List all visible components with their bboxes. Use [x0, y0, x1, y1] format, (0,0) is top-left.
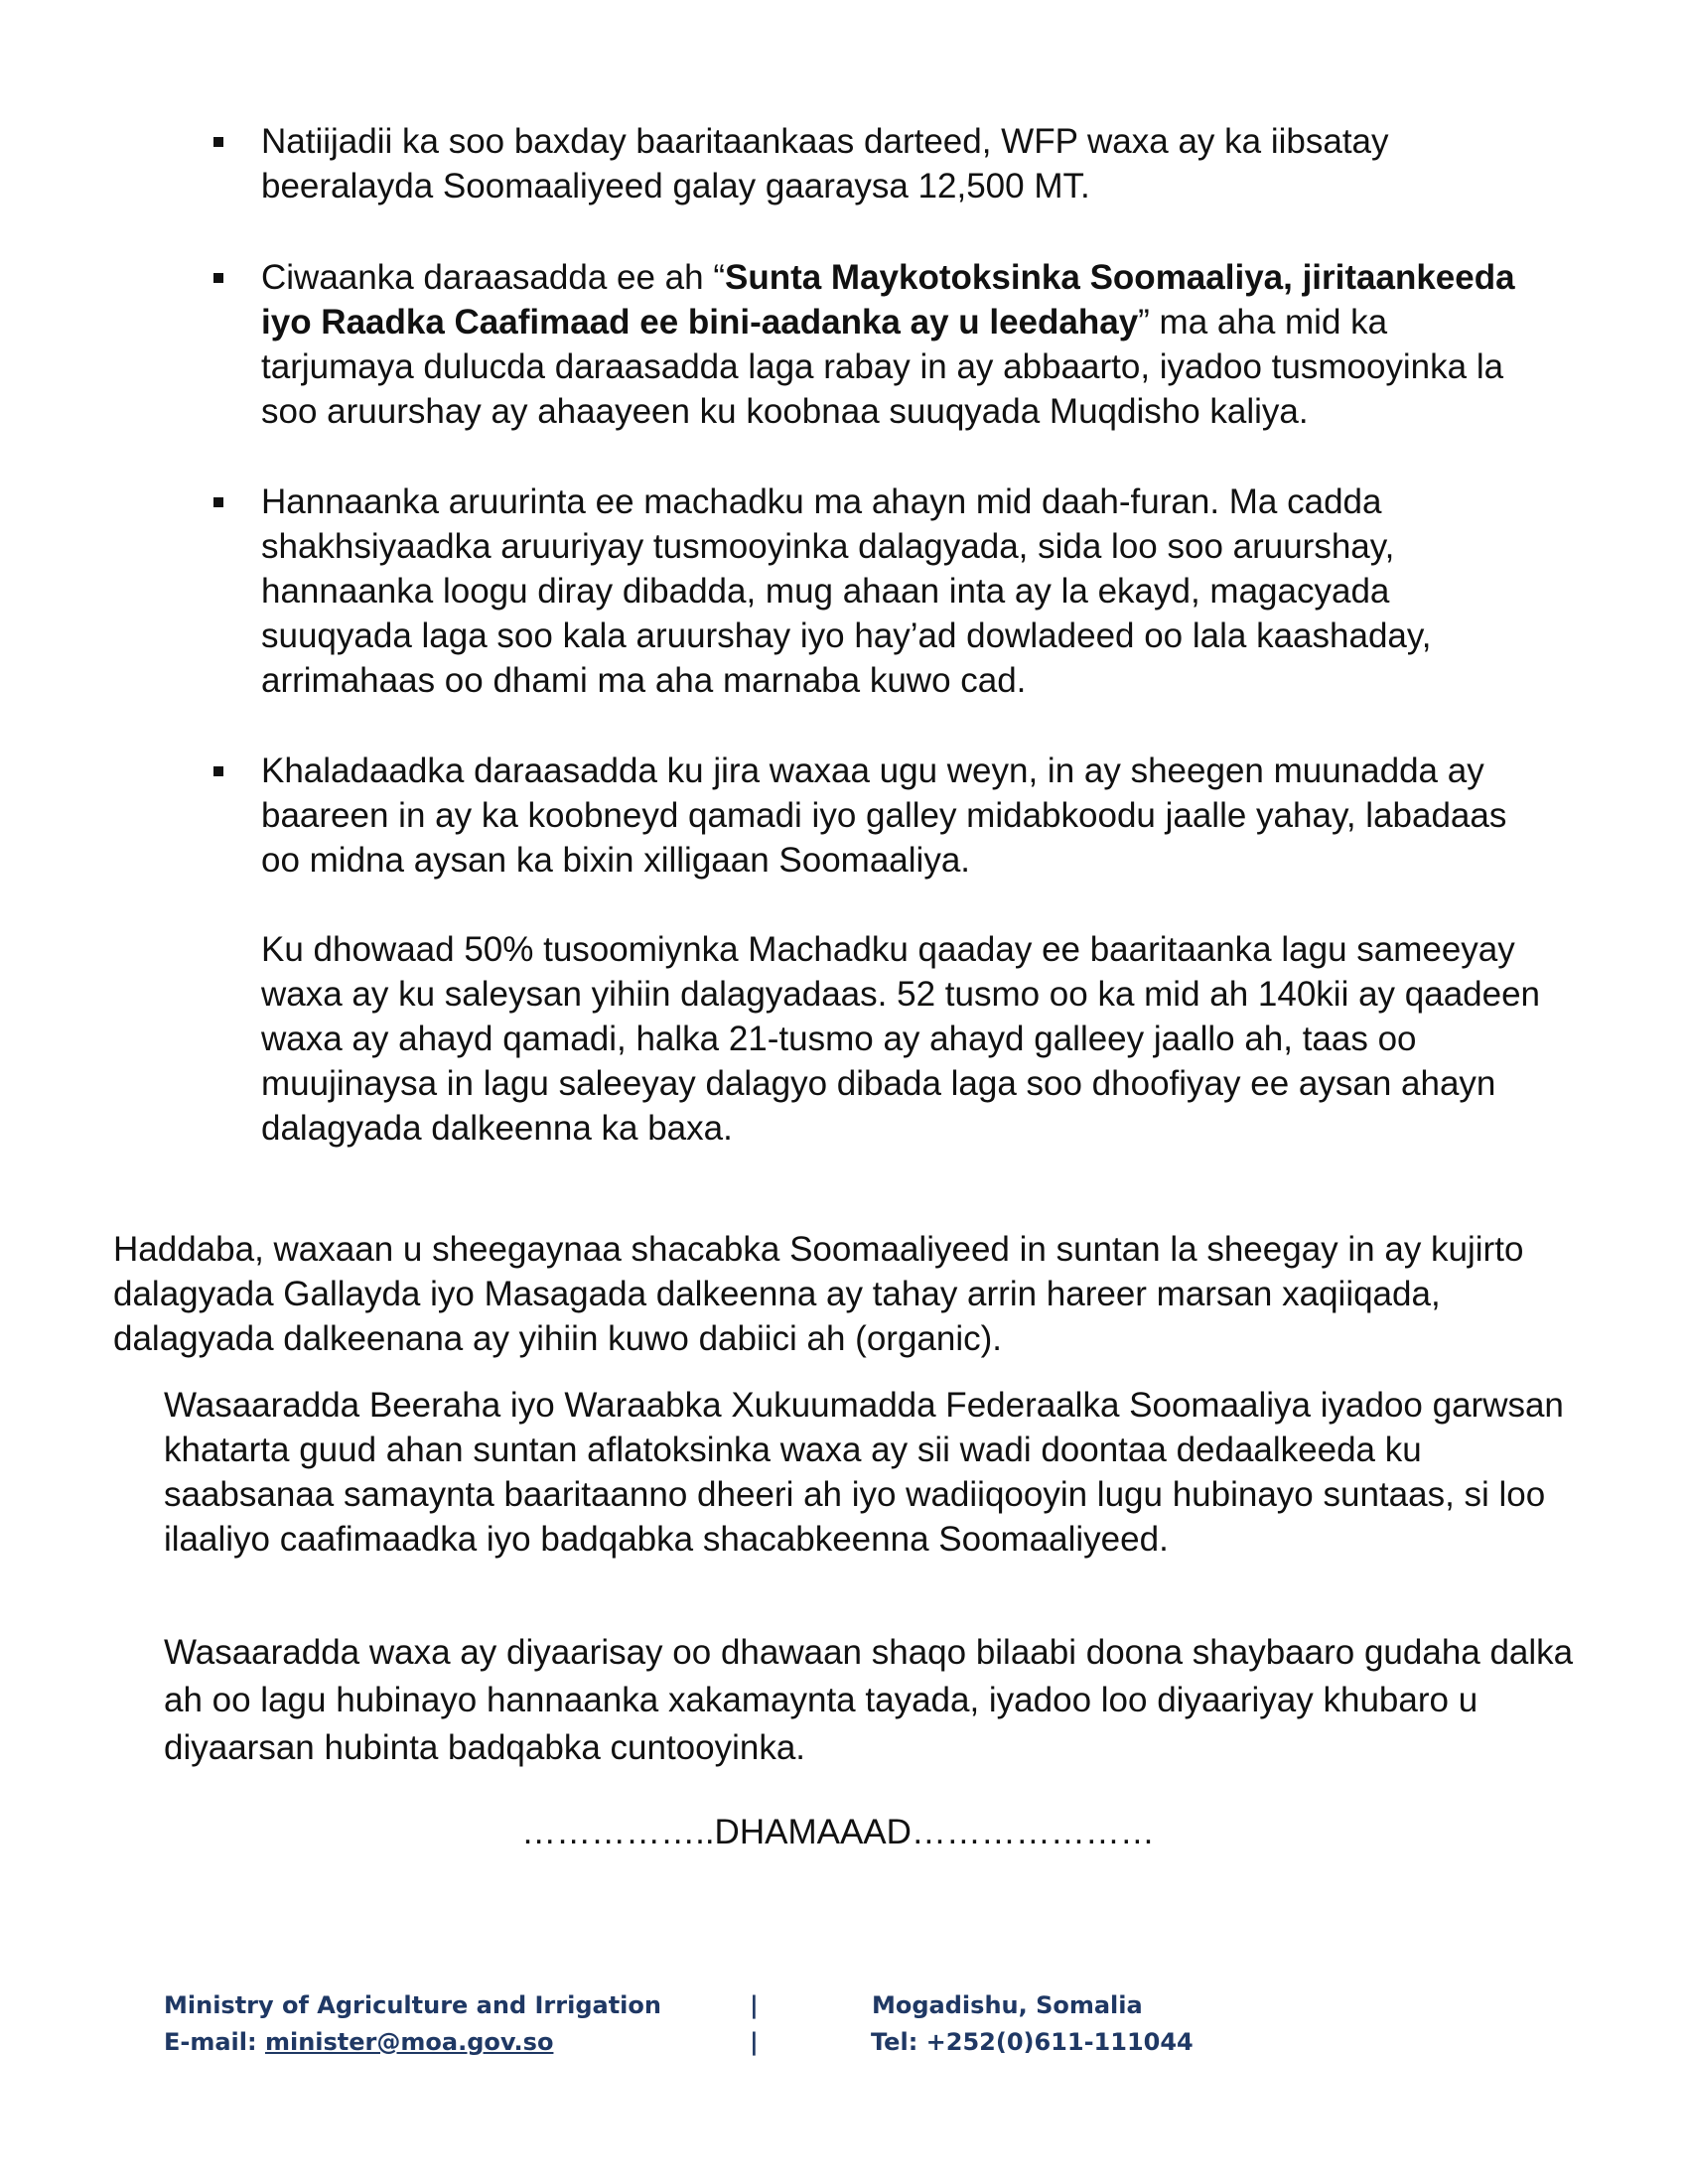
laboratory-paragraph: Wasaaradda waxa ay diyaarisay oo dhawaan shaqo bilaabi doona shaybaaro gudaha dalka ah oo lagu hubinayo hannaanka xakamaynta tayada, iyadoo loo diyaariyay khubaro u diyaarsan hubinta badqabka cuntooyinka. — [164, 1633, 1574, 1767]
haddaba-paragraph: Haddaba, waxaan u sheegaynaa shacabka Soomaaliyeed in suntan la sheegay in ay kujirto dalagyada Gallayda iyo Masagada dalkeenna ay tahay arrin hareer marsan xaqiiqada, dalagyada dalkeenana ay yihiin kuwo dabiici ah (organic). — [113, 1230, 1524, 1358]
end-marker — [0, 1810, 1688, 1854]
footer-telephone: Tel: +252(0)611-111044 — [871, 2028, 1194, 2056]
end-marker-text: ……………..DHAMAAAD………………… — [521, 1813, 1155, 1851]
bullet-item-2 — [0, 255, 1688, 434]
email-label: E-mail: — [164, 2028, 265, 2056]
bullet-item-4 — [0, 749, 1688, 1151]
study-title-suffix: ” ma aha mid ka tarjumaya dulucda daraasadda laga rabay in ay abbaarto, iyadoo tusmooyinka la soo aruurshay ay ahaayeen ku koobnaa suuqyada Muqdisho kaliya. — [261, 303, 1504, 431]
study-title-prefix: Ciwaanka daraasadda ee ah “ — [261, 258, 725, 297]
footer-row-1 — [164, 1991, 1534, 2028]
bullet-text — [261, 255, 1549, 434]
bullet-item-3 — [0, 479, 1688, 703]
square-bullet-icon — [213, 766, 223, 776]
footer-separator: | — [750, 1991, 759, 2019]
study-title: Sunta Maykotoksinka Soomaaliya, jiritaankeeda iyo Raadka Caafimaad ee bini-aadanka ay u leedahay — [261, 258, 1515, 341]
bullet-item-1 — [0, 119, 1688, 208]
footer — [164, 1991, 1534, 2065]
square-bullet-icon — [213, 137, 223, 147]
ministry-commitment-paragraph: Wasaaradda Beeraha iyo Waraabka Xukuumadda Federaalka Soomaaliya iyadoo garwsan khatarta guud ahan suntan aflatoksinka waxa ay sii wadi doontaa dedaalkeeda ku saabsanaa samaynta baaritaanno dheeri ah iyo wadiiqooyin lugu hubinayo suntaas, si loo ilaaliyo caafimaadka iyo badqabka shacabkeenna Soomaaliyeed. — [164, 1386, 1564, 1559]
bullet-list — [0, 119, 1688, 1196]
square-bullet-icon — [213, 273, 223, 283]
footer-email — [164, 2028, 553, 2056]
bullet-text-continued: Ku dhowaad 50% tusoomiynka Machadku qaaday ee baaritaanka lagu sameeyay waxa ay ku saleysan yihiin dalagyadaas. 52 tusmo oo ka mid ah 140kii ay qaadeen waxa ay ahayd qamadi, halka 21-tusmo ay ahayd galleey jaallo ah, taas oo muujinaysa in lagu saleeyay dalagyo dibada laga soo dhoofiyay ee aysan ahayn dalagyada dalkeenna ka baxa. — [261, 930, 1541, 1148]
square-bullet-icon — [213, 497, 223, 507]
footer-separator: | — [750, 2028, 759, 2056]
email-link[interactable]: minister@moa.gov.so — [264, 2028, 554, 2056]
bullet-text: Hannaanka aruurinta ee machadku ma ahayn mid daah-furan. Ma cadda shakhsiyaadka aruuriyay tusmooyinka dalagyada, sida loo soo aruurshay, hannaanka loogu diray dibadda, mug ahaan inta ay la ekayd, magacyada suuqyada laga soo kala aruurshay iyo hay’ad dowladeed oo lala kaashaday, arrimahaas oo dhami ma aha marnaba kuwo cad. — [261, 482, 1432, 700]
ministry-name: Ministry of Agriculture and Irrigation — [164, 1991, 661, 2019]
footer-row-2 — [164, 2028, 1534, 2065]
bullet-text: Natiijadii ka soo baxday baaritaankaas darteed, WFP waxa ay ka iibsatay beeralayda Soomaaliyeed galay gaaraysa 12,500 MT. — [261, 122, 1389, 205]
footer-location: Mogadishu, Somalia — [872, 1991, 1143, 2019]
bullet-text: Khaladaadka daraasadda ku jira waxaa ugu weyn, in ay sheegen muunadda ay baareen in ay ka koobneyd qamadi iyo galley midabkoodu jaalle yahay, labadaas oo midna aysan ka bixin xilligaan Soomaaliya. — [261, 751, 1507, 880]
